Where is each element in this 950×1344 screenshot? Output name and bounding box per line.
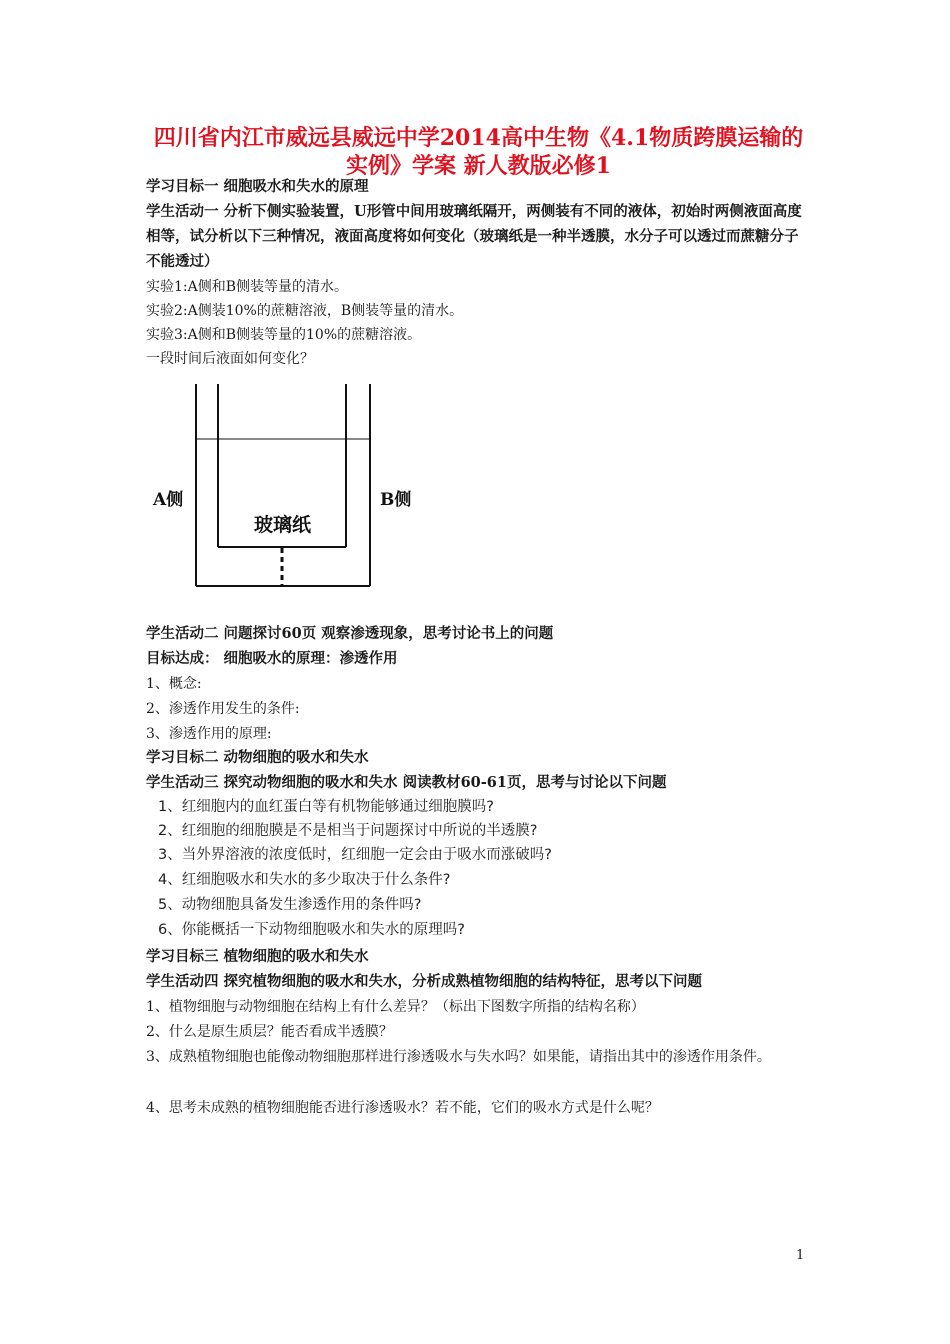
goal-1-heading: 学习目标一 细胞吸水和失水的原理 [146, 178, 369, 195]
activity-4-heading: 学生活动四 探究植物细胞的吸水和失水，分析成熟植物细胞的结构特征，思考以下问题 [146, 973, 703, 990]
liquid-level-question: 一段时间后液面如何变化？ [146, 351, 314, 367]
u-tube-diagram [148, 380, 428, 595]
activity-2-heading: 学生活动二 问题探讨60页 观察渗透现象，思考讨论书上的问题 [146, 625, 554, 642]
experiment-2: 实验2:A侧装10%的蔗糖溶液，B侧装等量的清水。 [146, 303, 464, 319]
plant-question-4: 4、思考未成熟的植物细胞能否进行渗透吸水？若不能，它们的吸水方式是什么呢？ [146, 1100, 659, 1116]
animal-question-5: 5、动物细胞具备发生渗透作用的条件吗? [158, 897, 422, 913]
target-reached: 目标达成： 细胞吸水的原理：渗透作用 [146, 650, 398, 667]
principle-item: 3、渗透作用的原理: [146, 726, 272, 742]
label-side-b: B侧 [380, 490, 412, 510]
concept-item: 1、概念: [146, 676, 202, 692]
plant-question-2: 2、什么是原生质层？能否看成半透膜？ [146, 1024, 393, 1040]
animal-question-4: 4、红细胞吸水和失水的多少取决于什么条件? [158, 872, 451, 888]
animal-question-2: 2、红细胞的细胞膜是不是相当于问题探讨中所说的半透膜? [158, 823, 538, 839]
animal-question-1: 1、红细胞内的血红蛋白等有机物能够通过细胞膜吗? [158, 799, 494, 815]
goal-2-heading: 学习目标二 动物细胞的吸水和失水 [146, 749, 369, 766]
animal-question-3: 3、当外界溶液的浓度低时，红细胞一定会由于吸水而涨破吗? [158, 847, 552, 863]
goal-3-heading: 学习目标三 植物细胞的吸水和失水 [146, 948, 369, 965]
experiment-3: 实验3:A侧和B侧装等量的10%的蔗糖溶液。 [146, 327, 422, 343]
plant-question-1: 1、植物细胞与动物细胞在结构上有什么差异？（标出下图数字所指的结构名称） [146, 999, 645, 1015]
label-glass-paper: 玻璃纸 [254, 514, 312, 536]
plant-question-3: 3、成熟植物细胞也能像动物细胞那样进行渗透吸水与失水吗？如果能，请指出其中的渗透作用条件。 [146, 1049, 771, 1065]
page-number: 1 [796, 1248, 805, 1263]
activity-3-heading: 学生活动三 探究动物细胞的吸水和失水 阅读教材60-61页，思考与讨论以下问题 [146, 774, 667, 791]
condition-item: 2、渗透作用发生的条件: [146, 701, 300, 717]
experiment-1: 实验1:A侧和B侧装等量的清水。 [146, 279, 349, 295]
label-side-a: A侧 [153, 490, 184, 510]
activity-1-text: 学生活动一 分析下侧实验装置，U形管中间用玻璃纸隔开，两侧装有不同的液体，初始时两侧液面高度相等，试分析以下三种情况，液面高度将如何变化（玻璃纸是一种半透膜，水分子可以透过而蔗糖分子不能透过） [146, 203, 802, 270]
animal-question-6: 6、你能概括一下动物细胞吸水和失水的原理吗? [158, 922, 465, 938]
document-title: 四川省内江市威远县威远中学2014高中生物《4.1物质跨膜运输的实例》学案 新人教版必修1 [153, 125, 804, 179]
